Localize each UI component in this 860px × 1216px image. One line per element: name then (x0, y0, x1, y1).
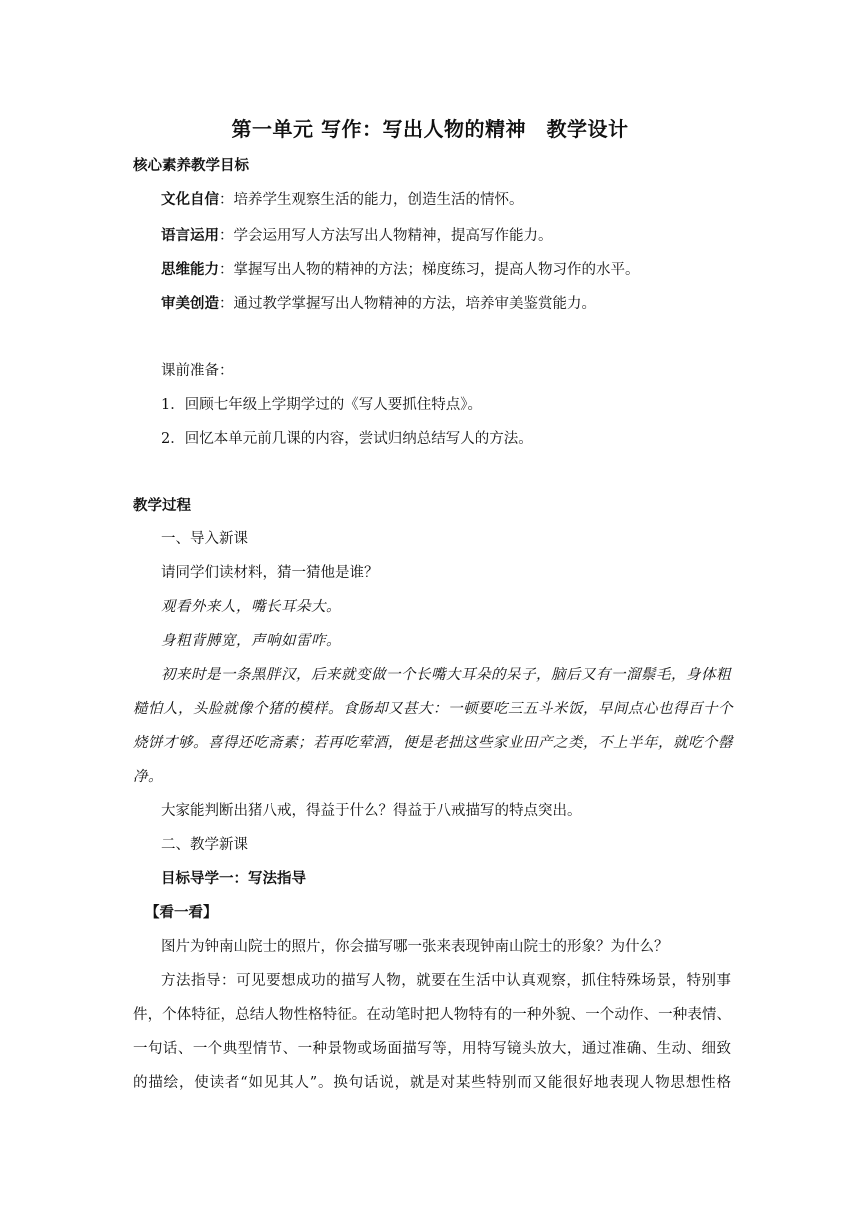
preparation-item: 2．回忆本单元前几课的内容，尝试归纳总结写人的方法。 (161, 431, 533, 447)
poem-line: 身粗背膊宽，声响如雷咋。 (161, 633, 341, 649)
passage-line: 净。 (133, 769, 163, 785)
objective-item (161, 226, 553, 246)
method-line: 方法指导：可见要想成功的描写人物，就要在生活中认真观察，抓住特殊场景，特别事 (161, 973, 731, 989)
objective-label: 语言运用 (161, 228, 219, 244)
preparation-heading: 课前准备： (161, 363, 234, 379)
objective-label: 思维能力 (161, 262, 219, 278)
document-title: 第一单元 写作：写出人物的精神 教学设计 (231, 117, 629, 141)
poem-line: 观看外来人，嘴长耳朵大。 (161, 599, 341, 615)
objective-text: ：学会运用写人方法写出人物精神，提高写作能力。 (219, 228, 553, 244)
goal-heading: 目标导学一：写法指导 (161, 871, 306, 887)
section-heading-new: 二、教学新课 (161, 837, 248, 853)
objective-text: ：掌握写出人物的精神的方法；梯度练习，提高人物习作的水平。 (219, 262, 640, 278)
objective-item (161, 294, 596, 314)
objective-label: 文化自信 (161, 192, 219, 208)
objective-text: ：通过教学掌握写出人物精神的方法，培养审美鉴赏能力。 (219, 296, 596, 312)
objective-item (161, 190, 524, 210)
answer-text: 大家能判断出猪八戒，得益于什么？得益于八戒描写的特点突出。 (161, 803, 582, 819)
passage-line: 糙怕人，头脸就像个猪的模样。食肠却又甚大：一顿要吃三五斗米饭，早间点心也得百十个 (133, 701, 733, 717)
objective-text: ：培养学生观察生活的能力，创造生活的情怀。 (219, 192, 524, 208)
passage-line: 初来时是一条黑胖汉，后来就变做一个长嘴大耳朵的呆子，脑后又有一溜鬃毛，身体粗 (161, 667, 731, 683)
look-heading: 【看一看】 (145, 905, 218, 921)
objectives-heading: 核心素养教学目标 (133, 158, 249, 174)
prompt-text: 请同学们读材料，猜一猜他是谁？ (161, 565, 379, 581)
objective-label: 审美创造 (161, 296, 219, 312)
method-line: 一句话、一个典型情节、一种景物或场面描写等，用特写镜头放大，通过准确、生动、细致 (133, 1041, 731, 1057)
section-heading-intro: 一、导入新课 (161, 531, 248, 547)
method-line: 的描绘，使读者“如见其人”。换句话说，就是对某些特别而又能很好地表现人物思想性格 (133, 1075, 731, 1091)
look-question: 图片为钟南山院士的照片，你会描写哪一张来表现钟南山院士的形象？为什么？ (161, 939, 669, 955)
process-heading: 教学过程 (133, 498, 191, 514)
objective-item (161, 260, 640, 280)
preparation-item: 1．回顾七年级上学期学过的《写人要抓住特点》。 (161, 397, 482, 413)
method-line: 件，个体特征，总结人物性格特征。在动笔时把人物特有的一种外貌、一个动作、一种表情、 (133, 1007, 731, 1023)
passage-line: 烧饼才够。喜得还吃斋素；若再吃荤酒，便是老拙这些家业田产之类，不上半年，就吃个罄 (133, 735, 733, 751)
